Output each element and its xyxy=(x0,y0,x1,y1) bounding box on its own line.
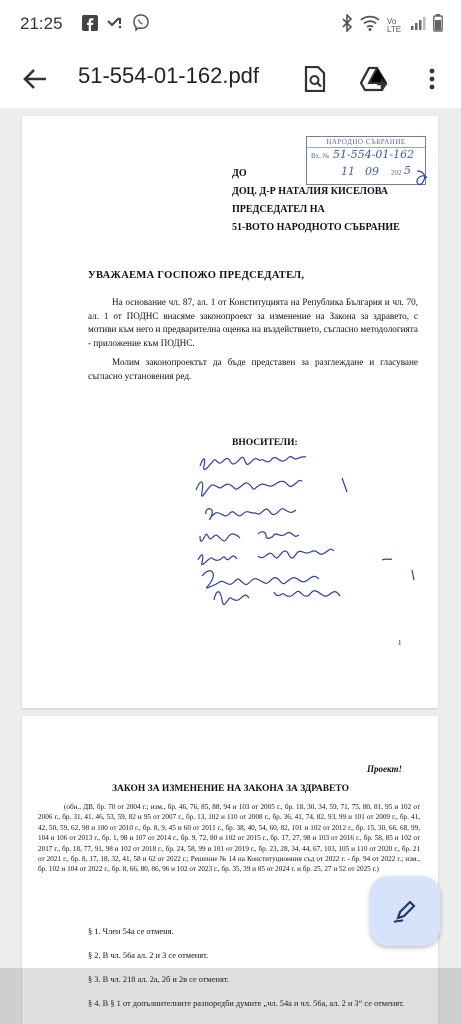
salutation: УВАЖАЕМА ГОСПОЖО ПРЕДСЕДАТЕЛ, xyxy=(88,270,305,281)
stamp-date-year: 202 xyxy=(391,169,402,177)
signature-4 xyxy=(200,532,299,541)
project-label: Проект! xyxy=(367,764,402,774)
signatories-heading: ВНОСИТЕЛИ: xyxy=(232,438,298,448)
signal-icon xyxy=(410,15,426,36)
notification-icons xyxy=(82,14,150,37)
system-status-icons xyxy=(341,14,443,37)
battery-icon xyxy=(433,14,443,37)
address-to: ДО xyxy=(232,168,247,179)
address-name: ДОЦ. Д-Р НАТАЛИЯ КИСЕЛОВА xyxy=(232,186,389,197)
app-bar xyxy=(0,50,461,109)
pdf-page-1 xyxy=(22,116,438,708)
law-title: ЗАКОН ЗА ИЗМЕНЕНИЕ НА ЗАКОНА ЗА ЗДРАВЕТО xyxy=(112,784,349,794)
stamp-number-value: 51-554-01-162 xyxy=(333,148,415,161)
signature-1 xyxy=(200,457,306,470)
section-4: § 4. В § 1 от допълнителните разпоредби думите „чл. 54а и чл. 56а, ал. 2 и 3“ се отменят. xyxy=(88,999,405,1008)
search-in-document-button[interactable] xyxy=(298,62,332,96)
stamp-date-day: 11 xyxy=(341,165,355,178)
section-1: § 1. Член 54а се отменя. xyxy=(88,927,174,936)
back-button[interactable] xyxy=(20,64,50,94)
address-parliament: 51-ВОТО НАРОДНОТО СЪБРАНИЕ xyxy=(232,222,400,233)
annotate-button[interactable] xyxy=(370,876,440,946)
paragraph-request: Молим законопроектът да бъде представен за разглеждане и гласуване съгласно установения ред. xyxy=(88,357,418,381)
section-3: § 3. В чл. 218 ал. 2а, 2б и 2в се отменят. xyxy=(88,975,230,984)
stamp-date-month: 09 xyxy=(365,165,379,178)
annotate-pen-icon xyxy=(390,896,420,926)
add-to-drive-button[interactable] xyxy=(358,62,392,96)
paragraph-intro: На основание чл. 87, ал. 1 от Конституцията на Република България и чл. 70, ал. 1 от ПОДНС внасяме законопроект за изменение на Закона за здравето, с мотиви към него и предварителна оценка на въздействието, съгласно методологията - приложение към ПОДНС. xyxy=(88,297,418,348)
arrow-back-icon xyxy=(20,64,50,94)
signature-3 xyxy=(206,509,296,520)
wifi-icon xyxy=(360,15,380,36)
stamp-date-year-hand: 5 xyxy=(404,164,411,177)
signatures-block xyxy=(192,448,424,608)
bluetooth-icon xyxy=(341,14,353,37)
status-time: 21:25 xyxy=(20,14,63,33)
signature-5 xyxy=(198,549,392,564)
initials-mark xyxy=(414,168,430,190)
signature-6 xyxy=(202,570,414,588)
signature-7 xyxy=(214,591,340,605)
registry-stamp xyxy=(306,136,426,185)
viber-icon xyxy=(132,14,150,37)
document-title: 51-554-01-162.pdf xyxy=(78,63,260,88)
status-bar xyxy=(0,0,461,50)
missed-call-icon xyxy=(106,15,124,36)
page-number: 1 xyxy=(398,639,402,647)
section-2: § 2. В чл. 56а ал. 2 и 3 се отменят. xyxy=(88,951,209,960)
add-to-drive-icon xyxy=(360,66,390,92)
address-role: ПРЕДСЕДАТЕЛ НА xyxy=(232,204,325,215)
facebook-icon xyxy=(82,15,98,36)
stamp-number-label: Вх. № xyxy=(311,152,330,160)
bottom-overlay xyxy=(0,968,461,1024)
stamp-header: НАРОДНО СЪБРАНИЕ xyxy=(307,137,425,148)
search-in-document-icon xyxy=(303,66,327,92)
more-options-button[interactable] xyxy=(415,62,449,96)
law-promulgation-history: (обн., ДВ, бр. 70 от 2004 г.; изм., бр. 46, 76, 85, 88, 94 и 103 от 2005 г., бр. 18, 30, 34, 59, 71, 75, 80, 81, 95 и 102 от 2006 г., бр. 31, 41, 46, 53, 59, 82 и 95 от 2007 г., бр. 13, 102 и 110 от 2008 г., бр. 36, 41, 74, 82, 93, 99 и 101 от 2009 г., бр. 41, 42, 50, 59, 62, 98 и 100 от 2010 г., бр. 8, 9, 45 и 60 от 2011 г., бр. 38, 40, 54, 60, 82, 101 и 102 от 2012 г., бр. 15, 30, 66, 68, 99, 104 и 106 от 2013 г., бр. 1, 98 и 107 от 2014 г., бр. 9, 72, 80 и 102 от 2015 г., бр. 17, 27, 98 и 103 от 2016 г., бр. 58, 85 и 102 от 2017 г., бр. 18, 77, 91, 98 и 102 от 2018 г., бр. 24, 58, 99 и 101 от 2019 г., бр. 23, 28, 34, 44, 67, 103, 105 и 110 от 2020 г., бр. 21 от 2021 г., бр. 8, 17, 18, 32, 41, 58 и 62 от 2022 г.; Решение № 14 на Конституционния съд от 2022 г. - бр. 94 от 2022 г.; изм., бр. 102 и 104 от 2022 г., бр. 8, 66, 80, 86, 96 и 102 от 2023 г., бр. 35, 39 и 85 от 2024 г. и бр. 25, 27 и 52 от 2025 г.) xyxy=(38,803,420,874)
signature-2 xyxy=(196,478,347,496)
volte-icon: Vo LTE xyxy=(387,16,402,34)
more-options-icon xyxy=(428,67,436,91)
